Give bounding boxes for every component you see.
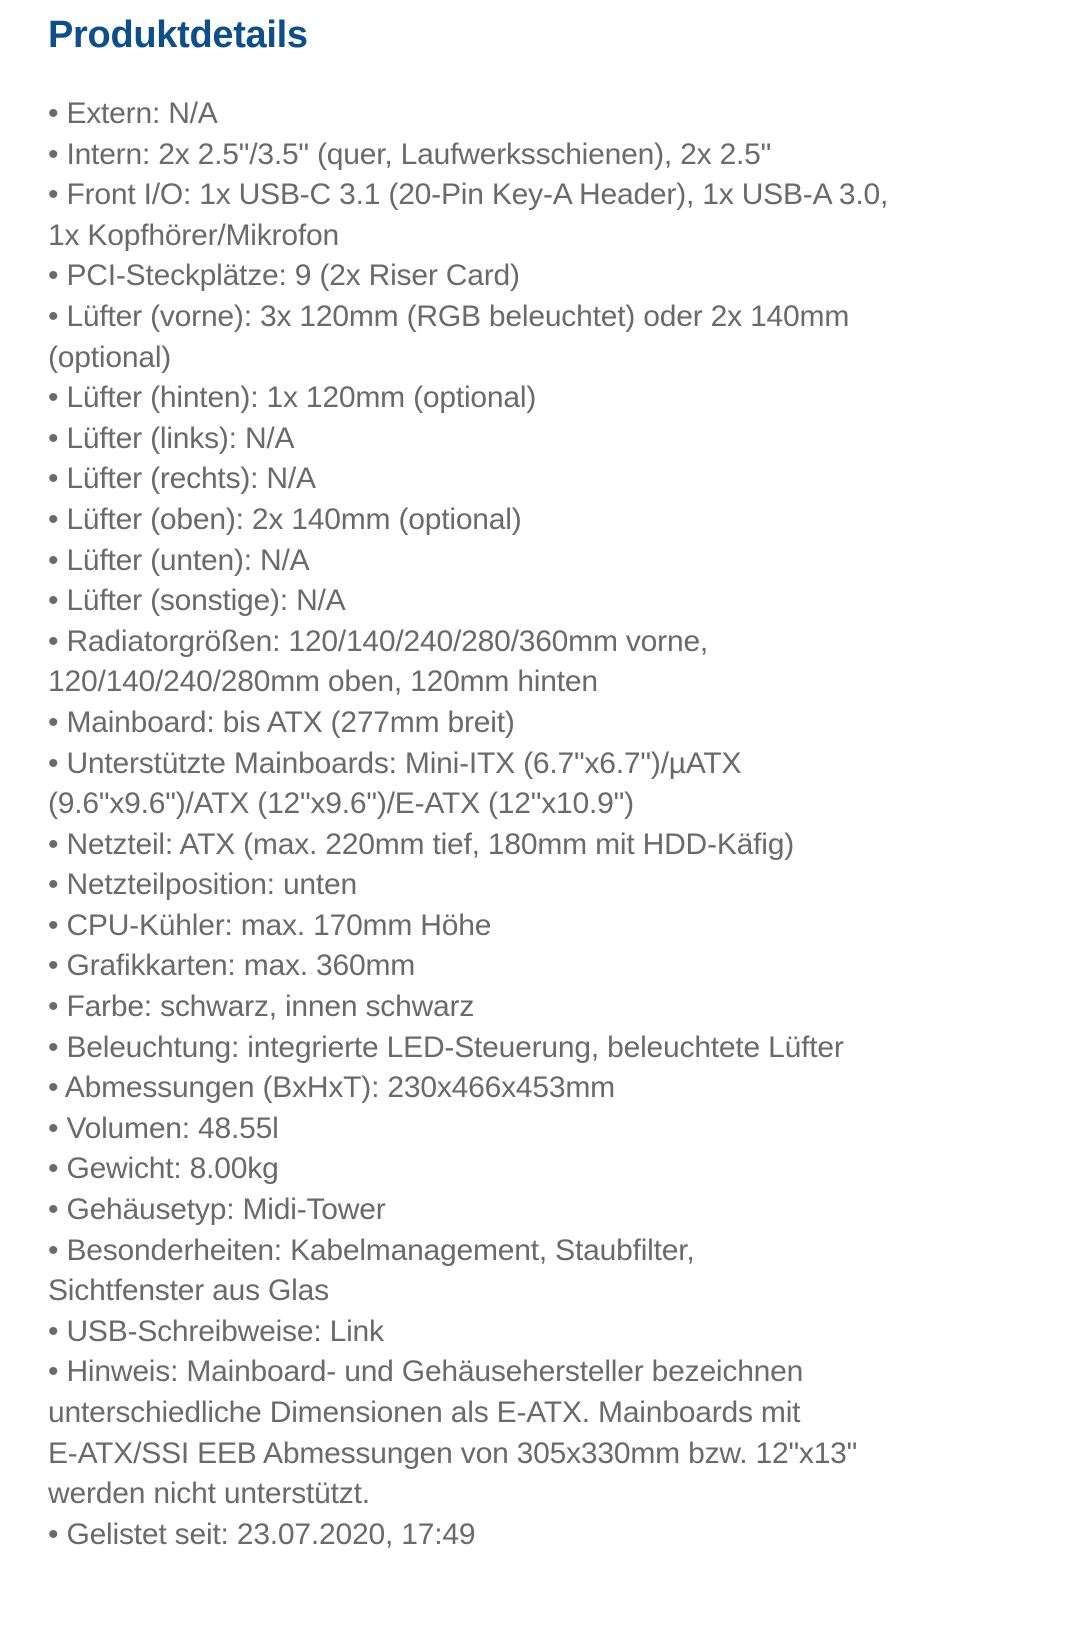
product-details-list xyxy=(48,94,888,1555)
detail-item-line: • Beleuchtung: integrierte LED-Steuerung, beleuchtete Lüfter xyxy=(48,1030,844,1064)
detail-item-line: • Lüfter (oben): 2x 140mm (optional) xyxy=(48,502,522,536)
detail-item-line: • Gehäusetyp: Midi-Tower xyxy=(48,1193,386,1227)
detail-item xyxy=(48,175,888,256)
detail-item-line: • Netzteilposition: unten xyxy=(48,868,358,902)
detail-item xyxy=(48,1028,888,1069)
detail-item-line: 1x Kopfhörer/Mikrofon xyxy=(48,218,339,252)
detail-item xyxy=(48,256,888,297)
detail-item-line: • Lüfter (hinten): 1x 120mm (optional) xyxy=(48,381,537,415)
detail-item-line: • Volumen: 48.55l xyxy=(48,1111,279,1145)
page-title: Produktdetails xyxy=(48,14,308,56)
detail-item-line: • Intern: 2x 2.5"/3.5" (quer, Laufwerksschienen), 2x 2.5" xyxy=(48,137,772,171)
detail-item-line: E-ATX/SSI EEB Abmessungen von 305x330mm bzw. 12"x13" xyxy=(48,1436,858,1470)
detail-item xyxy=(48,703,888,744)
detail-item-line: • Besonderheiten: Kabelmanagement, Staubfilter, xyxy=(48,1233,695,1267)
detail-item-line: Sichtfenster aus Glas xyxy=(48,1274,329,1308)
detail-item-line: • Radiatorgrößen: 120/140/240/280/360mm vorne, xyxy=(48,624,709,658)
detail-item-line: • Unterstützte Mainboards: Mini-ITX (6.7"x6.7")/µATX xyxy=(48,746,742,780)
detail-item-line: werden nicht unterstützt. xyxy=(48,1477,370,1511)
detail-item-line: • Netzteil: ATX (max. 220mm tief, 180mm mit HDD-Käfig) xyxy=(48,827,794,861)
detail-item xyxy=(48,541,888,582)
detail-item xyxy=(48,906,888,947)
detail-item xyxy=(48,419,888,460)
detail-item xyxy=(48,581,888,622)
detail-item-line: (optional) xyxy=(48,340,172,374)
detail-item xyxy=(48,622,888,703)
detail-item xyxy=(48,378,888,419)
detail-item-line: • Gewicht: 8.00kg xyxy=(48,1152,279,1186)
detail-item xyxy=(48,1515,888,1556)
detail-item xyxy=(48,1109,888,1150)
detail-item-line: • Grafikkarten: max. 360mm xyxy=(48,949,416,983)
detail-item xyxy=(48,1190,888,1231)
detail-item-line: • Lüfter (links): N/A xyxy=(48,421,295,455)
detail-item-line: • PCI-Steckplätze: 9 (2x Riser Card) xyxy=(48,259,520,293)
detail-item xyxy=(48,1149,888,1190)
detail-item xyxy=(48,1352,888,1514)
detail-item xyxy=(48,865,888,906)
detail-item-line: 120/140/240/280mm oben, 120mm hinten xyxy=(48,665,598,699)
detail-item xyxy=(48,946,888,987)
detail-item xyxy=(48,825,888,866)
detail-item-line: • Extern: N/A xyxy=(48,97,218,130)
detail-item xyxy=(48,744,888,825)
detail-item-line: • Lüfter (unten): N/A xyxy=(48,543,310,577)
detail-item xyxy=(48,297,888,378)
detail-item-line: (9.6"x9.6")/ATX (12"x9.6")/E-ATX (12"x10.9") xyxy=(48,787,634,821)
detail-item-line: • Lüfter (vorne): 3x 120mm (RGB beleuchtet) oder 2x 140mm xyxy=(48,299,850,333)
detail-item xyxy=(48,1312,888,1353)
detail-item-line: • Mainboard: bis ATX (277mm breit) xyxy=(48,705,515,739)
detail-item xyxy=(48,459,888,500)
detail-item xyxy=(48,987,888,1028)
detail-item xyxy=(48,1068,888,1109)
detail-item-line: • Lüfter (rechts): N/A xyxy=(48,462,316,496)
detail-item-line: • CPU-Kühler: max. 170mm Höhe xyxy=(48,908,492,942)
detail-item xyxy=(48,500,888,541)
detail-item xyxy=(48,1231,888,1312)
detail-item-line: • USB-Schreibweise: Link xyxy=(48,1314,384,1348)
detail-item-line: • Front I/O: 1x USB-C 3.1 (20-Pin Key-A Header), 1x USB-A 3.0, xyxy=(48,178,889,212)
detail-item-line: • Hinweis: Mainboard- und Gehäusehersteller bezeichnen xyxy=(48,1355,804,1389)
detail-item-line: • Farbe: schwarz, innen schwarz xyxy=(48,990,475,1024)
detail-item-line: unterschiedliche Dimensionen als E-ATX. Mainboards mit xyxy=(48,1396,801,1429)
detail-item-line: • Abmessungen (BxHxT): 230x466x453mm xyxy=(48,1071,615,1105)
detail-item-line: • Lüfter (sonstige): N/A xyxy=(48,584,346,618)
detail-item xyxy=(48,135,888,176)
detail-item xyxy=(48,94,888,135)
detail-item-line: • Gelistet seit: 23.07.2020, 17:49 xyxy=(48,1517,476,1551)
